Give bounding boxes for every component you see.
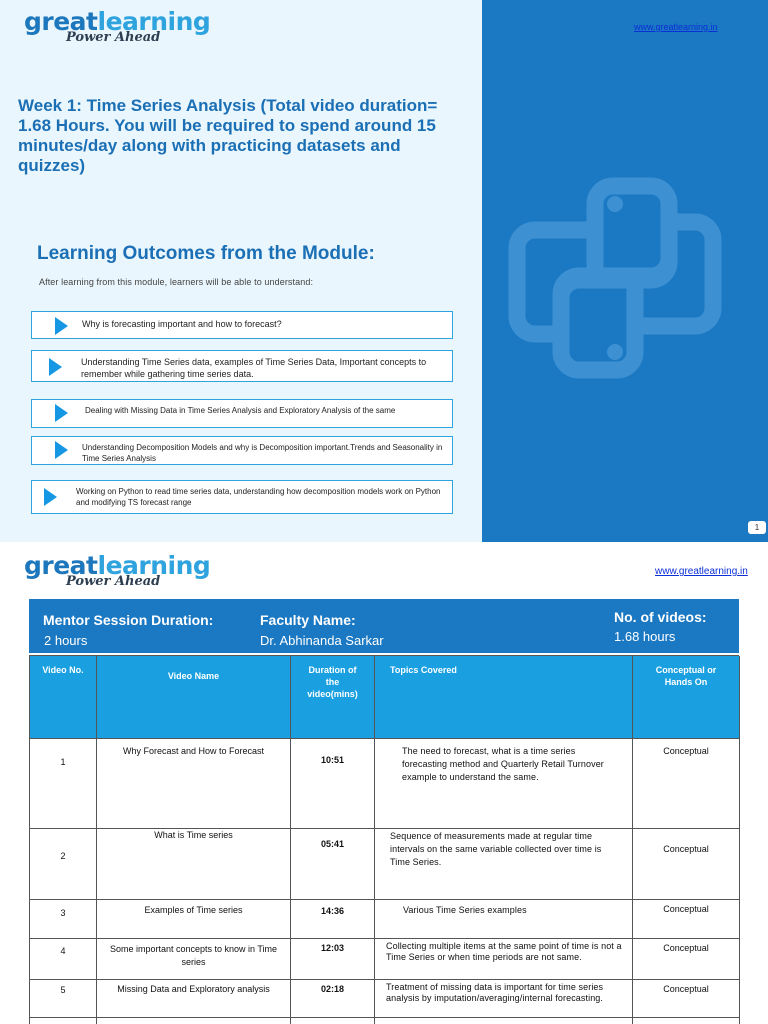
video-name: Why Forecast and How to Forecast xyxy=(97,739,291,829)
content-type: Conceptual xyxy=(633,939,740,980)
outcome-item xyxy=(31,350,453,382)
play-arrow-icon xyxy=(55,441,68,459)
faculty-label: Faculty Name: xyxy=(260,612,356,628)
play-arrow-icon xyxy=(44,488,57,506)
greatlearning-logo: greatlearning xyxy=(24,551,211,580)
topics-covered: Collecting multiple items at the same point of time is not a Time Series or when time periods are not same. xyxy=(375,939,633,980)
mentor-value: 2 hours xyxy=(44,633,88,648)
topics-covered: Sequence of measurements made at regular time intervals on the same variable collected over time is Time Series. xyxy=(375,829,633,900)
videos-value: 1.68 hours xyxy=(614,629,676,644)
column-header: Video No. xyxy=(30,656,97,739)
video-duration: 10:51 xyxy=(291,739,375,829)
outcome-text: Why is forecasting important and how to forecast? xyxy=(82,319,282,329)
table-row xyxy=(97,1018,291,1024)
logo-tagline: Power Ahead xyxy=(66,30,161,45)
website-link[interactable]: www.greatlearning.in xyxy=(634,22,718,32)
page-number: 1 xyxy=(748,521,766,534)
greatlearning-logo: greatlearning xyxy=(24,7,211,36)
topics-covered: The need to forecast, what is a time series forecasting method and Quarterly Retail Turnover example to understand the same. xyxy=(375,739,633,829)
video-duration: 05:41 xyxy=(291,829,375,900)
table-row xyxy=(375,1018,633,1024)
play-arrow-icon xyxy=(55,317,68,335)
video-table xyxy=(29,655,739,1024)
videos-label: No. of videos: xyxy=(614,609,707,625)
outcome-text: Understanding Time Series data, examples of Time Series Data, Important concepts to remember while gathering time series data. xyxy=(81,357,427,379)
video-duration: 12:03 xyxy=(291,939,375,980)
video-number: 1 xyxy=(30,739,97,829)
session-info-bar xyxy=(29,599,739,653)
video-duration: 02:18 xyxy=(291,980,375,1018)
outcome-text: Understanding Decomposition Models and why is Decomposition important.Trends and Seasonality in Time Series Analysis xyxy=(82,443,443,463)
video-number: 5 xyxy=(30,980,97,1018)
video-name: Examples of Time series xyxy=(97,900,291,939)
column-header: Duration of the video(mins) xyxy=(291,656,375,739)
column-header: Conceptual or Hands On xyxy=(633,656,740,739)
outcomes-heading: Learning Outcomes from the Module: xyxy=(37,243,375,264)
website-link[interactable]: www.greatlearning.in xyxy=(655,566,748,577)
outcome-item xyxy=(31,311,453,339)
outcome-text: Working on Python to read time series data, understanding how decomposition models work on Python and modifying TS forecast range xyxy=(76,487,441,507)
column-header: Video Name xyxy=(97,656,291,739)
play-arrow-icon xyxy=(49,358,62,376)
slide-2 xyxy=(0,545,768,1024)
topics-covered: Various Time Series examples xyxy=(375,900,633,939)
content-type: Conceptual xyxy=(633,829,740,900)
video-number: 4 xyxy=(30,939,97,980)
outcomes-intro: After learning from this module, learners will be able to understand: xyxy=(39,277,314,287)
table-row xyxy=(30,1018,97,1024)
video-number: 3 xyxy=(30,900,97,939)
outcome-item xyxy=(31,436,453,465)
video-duration: 14:36 xyxy=(291,900,375,939)
table-row xyxy=(291,1018,375,1024)
faculty-value: Dr. Abhinanda Sarkar xyxy=(260,633,384,648)
content-type: Conceptual xyxy=(633,739,740,829)
video-name: Missing Data and Exploratory analysis xyxy=(97,980,291,1018)
content-type: Conceptual xyxy=(633,980,740,1018)
outcome-text: Dealing with Missing Data in Time Series Analysis and Exploratory Analysis of the same xyxy=(85,406,396,415)
play-arrow-icon xyxy=(55,404,68,422)
column-header: Topics Covered xyxy=(375,656,633,739)
outcome-item xyxy=(31,399,453,428)
mentor-label: Mentor Session Duration: xyxy=(43,612,214,628)
week-title: Week 1: Time Series Analysis (Total video duration= 1.68 Hours. You will be required to spend around 15 minutes/day along with practicing datasets and quizzes) xyxy=(18,96,438,175)
video-name: Some important concepts to know in Time series xyxy=(97,939,291,980)
video-number: 2 xyxy=(30,829,97,900)
content-type: Conceptual xyxy=(633,900,740,939)
outcome-item xyxy=(31,480,453,514)
topics-covered: Treatment of missing data is important for time series analysis by imputation/averaging/internal forecasting. xyxy=(375,980,633,1018)
table-row xyxy=(633,1018,740,1024)
logo-tagline: Power Ahead xyxy=(66,574,161,589)
video-name: What is Time series xyxy=(97,829,291,900)
python-logo-icon xyxy=(505,158,725,398)
